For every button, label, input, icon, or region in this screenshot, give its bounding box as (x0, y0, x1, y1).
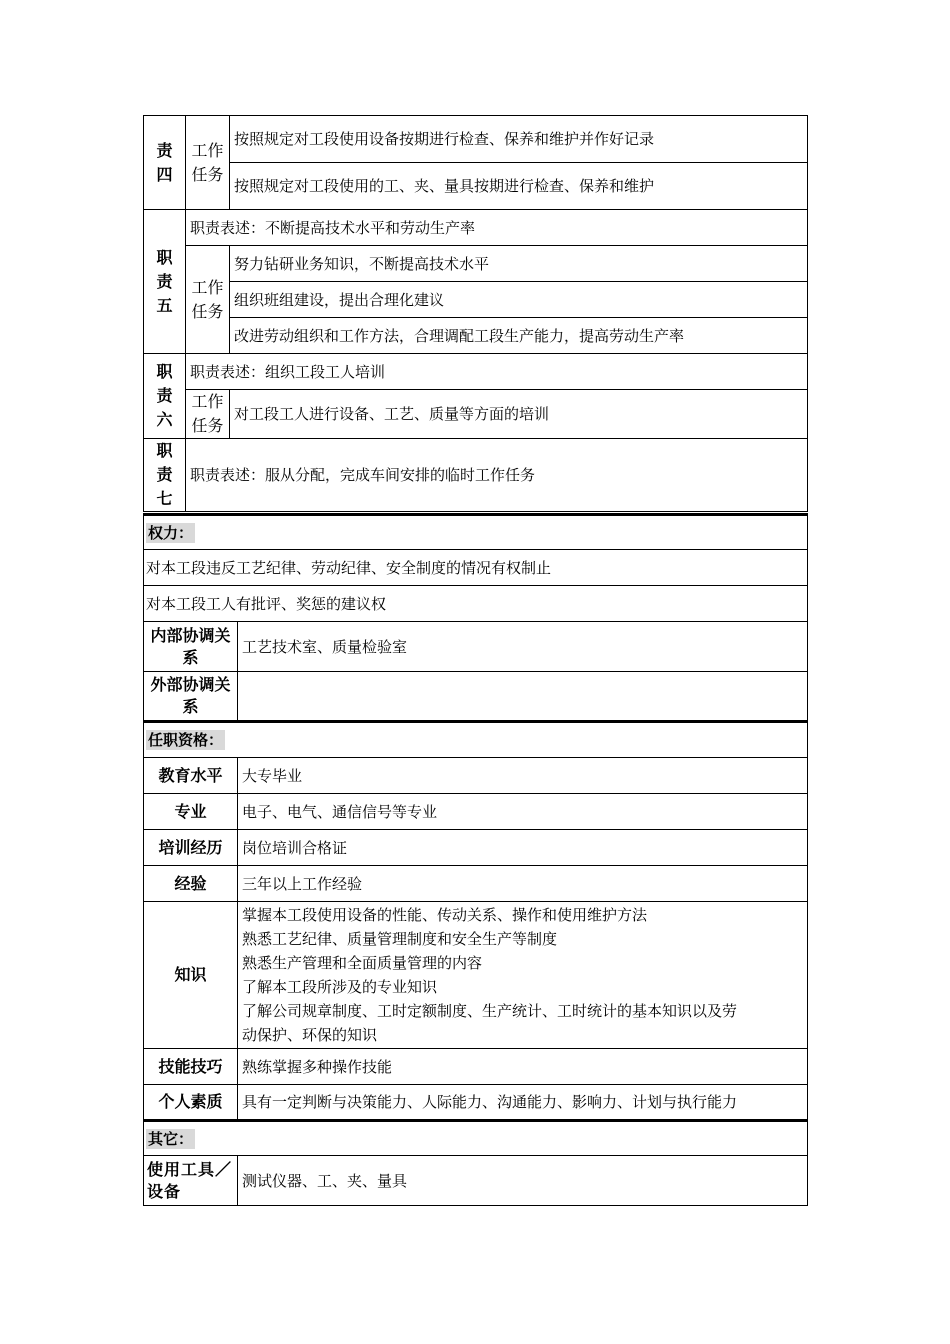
skills-value: 熟练掌握多种操作技能 (238, 1049, 808, 1085)
internal-relations-label: 内部协调关系 (144, 622, 238, 672)
duty7-label: 职 责 七 (144, 439, 186, 512)
duty5-task-label: 工作 任务 (186, 246, 230, 354)
other-heading: 其它： (144, 1121, 808, 1156)
details-table (143, 513, 808, 1206)
knowledge-line: 熟悉工艺纪律、质量管理制度和安全生产等制度 (242, 930, 558, 948)
duty6-task-1: 对工段工人进行设备、工艺、质量等方面的培训 (230, 390, 808, 439)
tools-value: 测试仪器、工、夹、量具 (238, 1156, 808, 1206)
duty4-task-label: 工作 任务 (186, 116, 230, 210)
skills-label: 技能技巧 (144, 1049, 238, 1085)
internal-relations-value: 工艺技术室、质量检验室 (238, 622, 808, 672)
duty5-statement: 职责表述：不断提高技术水平和劳动生产率 (186, 210, 808, 246)
education-label: 教育水平 (144, 758, 238, 794)
tools-label: 使用工具／设备 (144, 1156, 238, 1206)
duty4-label: 责 四 (144, 116, 186, 210)
qualifications-heading: 任职资格： (144, 722, 808, 758)
power-item-1: 对本工段违反工艺纪律、劳动纪律、安全制度的情况有权制止 (144, 550, 808, 586)
knowledge-line: 了解本工段所涉及的专业知识 (242, 978, 438, 996)
knowledge-line: 动保护、环保的知识 (242, 1026, 378, 1044)
duty5-label: 职 责 五 (144, 210, 186, 354)
training-label: 培训经历 (144, 830, 238, 866)
personal-label: 个人素质 (144, 1085, 238, 1121)
knowledge-line: 熟悉生产管理和全面质量管理的内容 (242, 954, 483, 972)
education-value: 大专毕业 (238, 758, 808, 794)
duty4-task-2: 按照规定对工段使用的工、夹、量具按期进行检查、保养和维护 (230, 163, 808, 210)
major-value: 电子、电气、通信信号等专业 (238, 794, 808, 830)
knowledge-label: 知识 (144, 902, 238, 1049)
personal-value: 具有一定判断与决策能力、人际能力、沟通能力、影响力、计划与执行能力 (238, 1085, 808, 1121)
power-item-2: 对本工段工人有批评、奖惩的建议权 (144, 586, 808, 622)
duty6-task-label: 工作 任务 (186, 390, 230, 439)
duties-table (143, 115, 808, 512)
duty6-label: 职 责 六 (144, 354, 186, 439)
duty4-task-1: 按照规定对工段使用设备按期进行检查、保养和维护并作好记录 (230, 116, 808, 163)
duty7-statement: 职责表述：服从分配，完成车间安排的临时工作任务 (186, 439, 808, 512)
duty5-task-2: 组织班组建设，提出合理化建议 (230, 282, 808, 318)
external-relations-value (238, 672, 808, 722)
knowledge-line: 掌握本工段使用设备的性能、传动关系、操作和使用维护方法 (242, 906, 648, 924)
major-label: 专业 (144, 794, 238, 830)
external-relations-label: 外部协调关系 (144, 672, 238, 722)
duty5-task-3: 改进劳动组织和工作方法，合理调配工段生产能力，提高劳动生产率 (230, 318, 808, 354)
experience-value: 三年以上工作经验 (238, 866, 808, 902)
experience-label: 经验 (144, 866, 238, 902)
knowledge-line: 了解公司规章制度、工时定额制度、生产统计、工时统计的基本知识以及劳 (242, 1002, 738, 1020)
training-value: 岗位培训合格证 (238, 830, 808, 866)
knowledge-value (238, 902, 808, 1049)
duty6-statement: 职责表述：组织工段工人培训 (186, 354, 808, 390)
duty5-task-1: 努力钻研业务知识，不断提高技术水平 (230, 246, 808, 282)
power-heading: 权力： (144, 515, 808, 550)
